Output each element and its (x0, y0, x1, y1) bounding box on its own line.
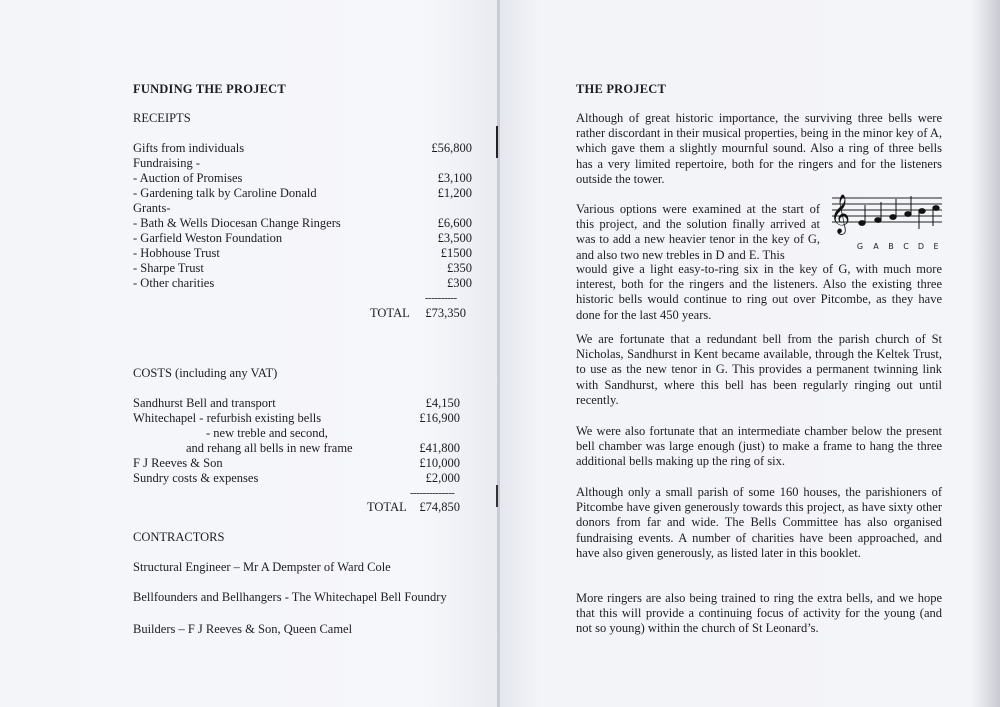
note-label: C (903, 242, 909, 251)
funding-title: FUNDING THE PROJECT (133, 82, 286, 96)
paragraph: Various options were examined at the start of this project, and the solution finally arrived at was to add a new heavier tenor in the key of G, and also two new trebles in D and E. This (576, 202, 820, 262)
receipt-label: - Other charities (133, 276, 215, 290)
cost-amount: £41,800 (419, 441, 460, 455)
costs-heading: COSTS (including any VAT) (133, 366, 278, 380)
costs-total: £74,850 (419, 500, 460, 514)
cost-amount: £2,000 (425, 471, 460, 485)
receipt-label: - Garfield Weston Foundation (133, 231, 283, 245)
cost-label: Whitechapel - refurbish existing bells (133, 411, 322, 425)
receipt-label: - Hobhouse Trust (133, 246, 220, 260)
paragraph: Although of great historic importance, the surviving three bells were rather discordant in their musical properties, being in the minor key of A, which gave them a slightly mournful sound. Also a ring of three bells has a very limited repertoire, both for the ringers and for the listeners outside the tower. (576, 111, 942, 186)
note-label: D (917, 242, 925, 251)
costs-rule: -------------- (410, 487, 455, 499)
receipts-total-label: TOTAL (370, 306, 410, 320)
gutter-mark (496, 126, 498, 158)
cost-label: Sandhurst Bell and transport (133, 396, 276, 410)
receipt-label: - Bath & Wells Diocesan Change Ringers (133, 216, 341, 230)
receipt-label: - Gardening talk by Caroline Donald (133, 186, 317, 200)
receipt-label: - Sharpe Trust (133, 261, 204, 275)
receipt-label: Fundraising - (133, 156, 201, 170)
treble-clef-icon: 𝄞 (830, 194, 851, 234)
receipts-heading: RECEIPTS (133, 111, 191, 125)
cost-label: F J Reeves & Son (133, 456, 223, 470)
cost-label: and rehang all bells in new frame (186, 441, 353, 455)
note-label: E (933, 242, 939, 251)
receipts-total: £73,350 (425, 306, 466, 320)
receipts-rule: ---------- (425, 292, 457, 304)
musical-staff-figure (828, 192, 944, 254)
paragraph: would give a light easy-to-ring six in the key of G, with much more interest, both for the ringers and the listeners. Also the existing three historic bells would continue to ring out over Pitcombe, as they have done for the last 450 years. (576, 262, 942, 322)
gutter-mark (496, 485, 498, 507)
note-label: G (856, 242, 864, 251)
cost-amount: £16,900 (419, 411, 460, 425)
receipt-amount: £56,800 (431, 141, 472, 155)
page-gutter (497, 0, 500, 707)
receipt-amount: £350 (447, 261, 472, 275)
page-edge-shadow (972, 0, 1000, 707)
paragraph: More ringers are also being trained to ring the extra bells, and we hope that this will provide a continuing focus of activity for the young (and not so young) within the church of St Leonard’s. (576, 591, 942, 636)
receipt-label: Grants- (133, 201, 171, 215)
receipt-amount: £300 (447, 276, 472, 290)
cost-label: Sundry costs & expenses (133, 471, 259, 485)
cost-amount: £10,000 (419, 456, 460, 470)
note-label: B (888, 242, 894, 251)
contractor-item: Bellfounders and Bellhangers - The Whitechapel Bell Foundry (133, 590, 447, 604)
receipt-amount: £3,500 (437, 231, 472, 245)
receipt-amount: £6,600 (437, 216, 472, 230)
cost-label: - new treble and second, (206, 426, 328, 440)
costs-total-label: TOTAL (367, 500, 407, 514)
project-title: THE PROJECT (576, 82, 667, 96)
paragraph: We were also fortunate that an intermediate chamber below the present bell chamber was large enough (just) to make a frame to hang the three additional bells making up the ring of six. (576, 424, 942, 469)
paragraph: Although only a small parish of some 160 houses, the parishioners of Pitcombe have given generously towards this project, as have sixty other donors from far and wide. The Bells Committee has also organised fundraising events. A number of charities have been approached, and have also given generously, as listed later in this booklet. (576, 485, 942, 560)
contractor-item: Structural Engineer – Mr A Dempster of Ward Cole (133, 560, 391, 574)
receipt-amount: £3,100 (437, 171, 472, 185)
receipt-label: - Auction of Promises (133, 171, 243, 185)
contractors-heading: CONTRACTORS (133, 530, 225, 544)
receipt-label: Gifts from individuals (133, 141, 245, 155)
note-label: A (873, 242, 879, 251)
contractor-item: Builders – F J Reeves & Son, Queen Camel (133, 622, 353, 636)
cost-amount: £4,150 (425, 396, 460, 410)
paragraph: We are fortunate that a redundant bell from the parish church of St Nicholas, Sandhurst in Kent became available, through the Keltek Trust, to use as the new tenor in G. This provides a permanent twinning link with Sandhurst, where this bell has been regularly ringing out until recently. (576, 332, 942, 407)
receipt-amount: £1500 (440, 246, 472, 260)
receipt-amount: £1,200 (437, 186, 472, 200)
